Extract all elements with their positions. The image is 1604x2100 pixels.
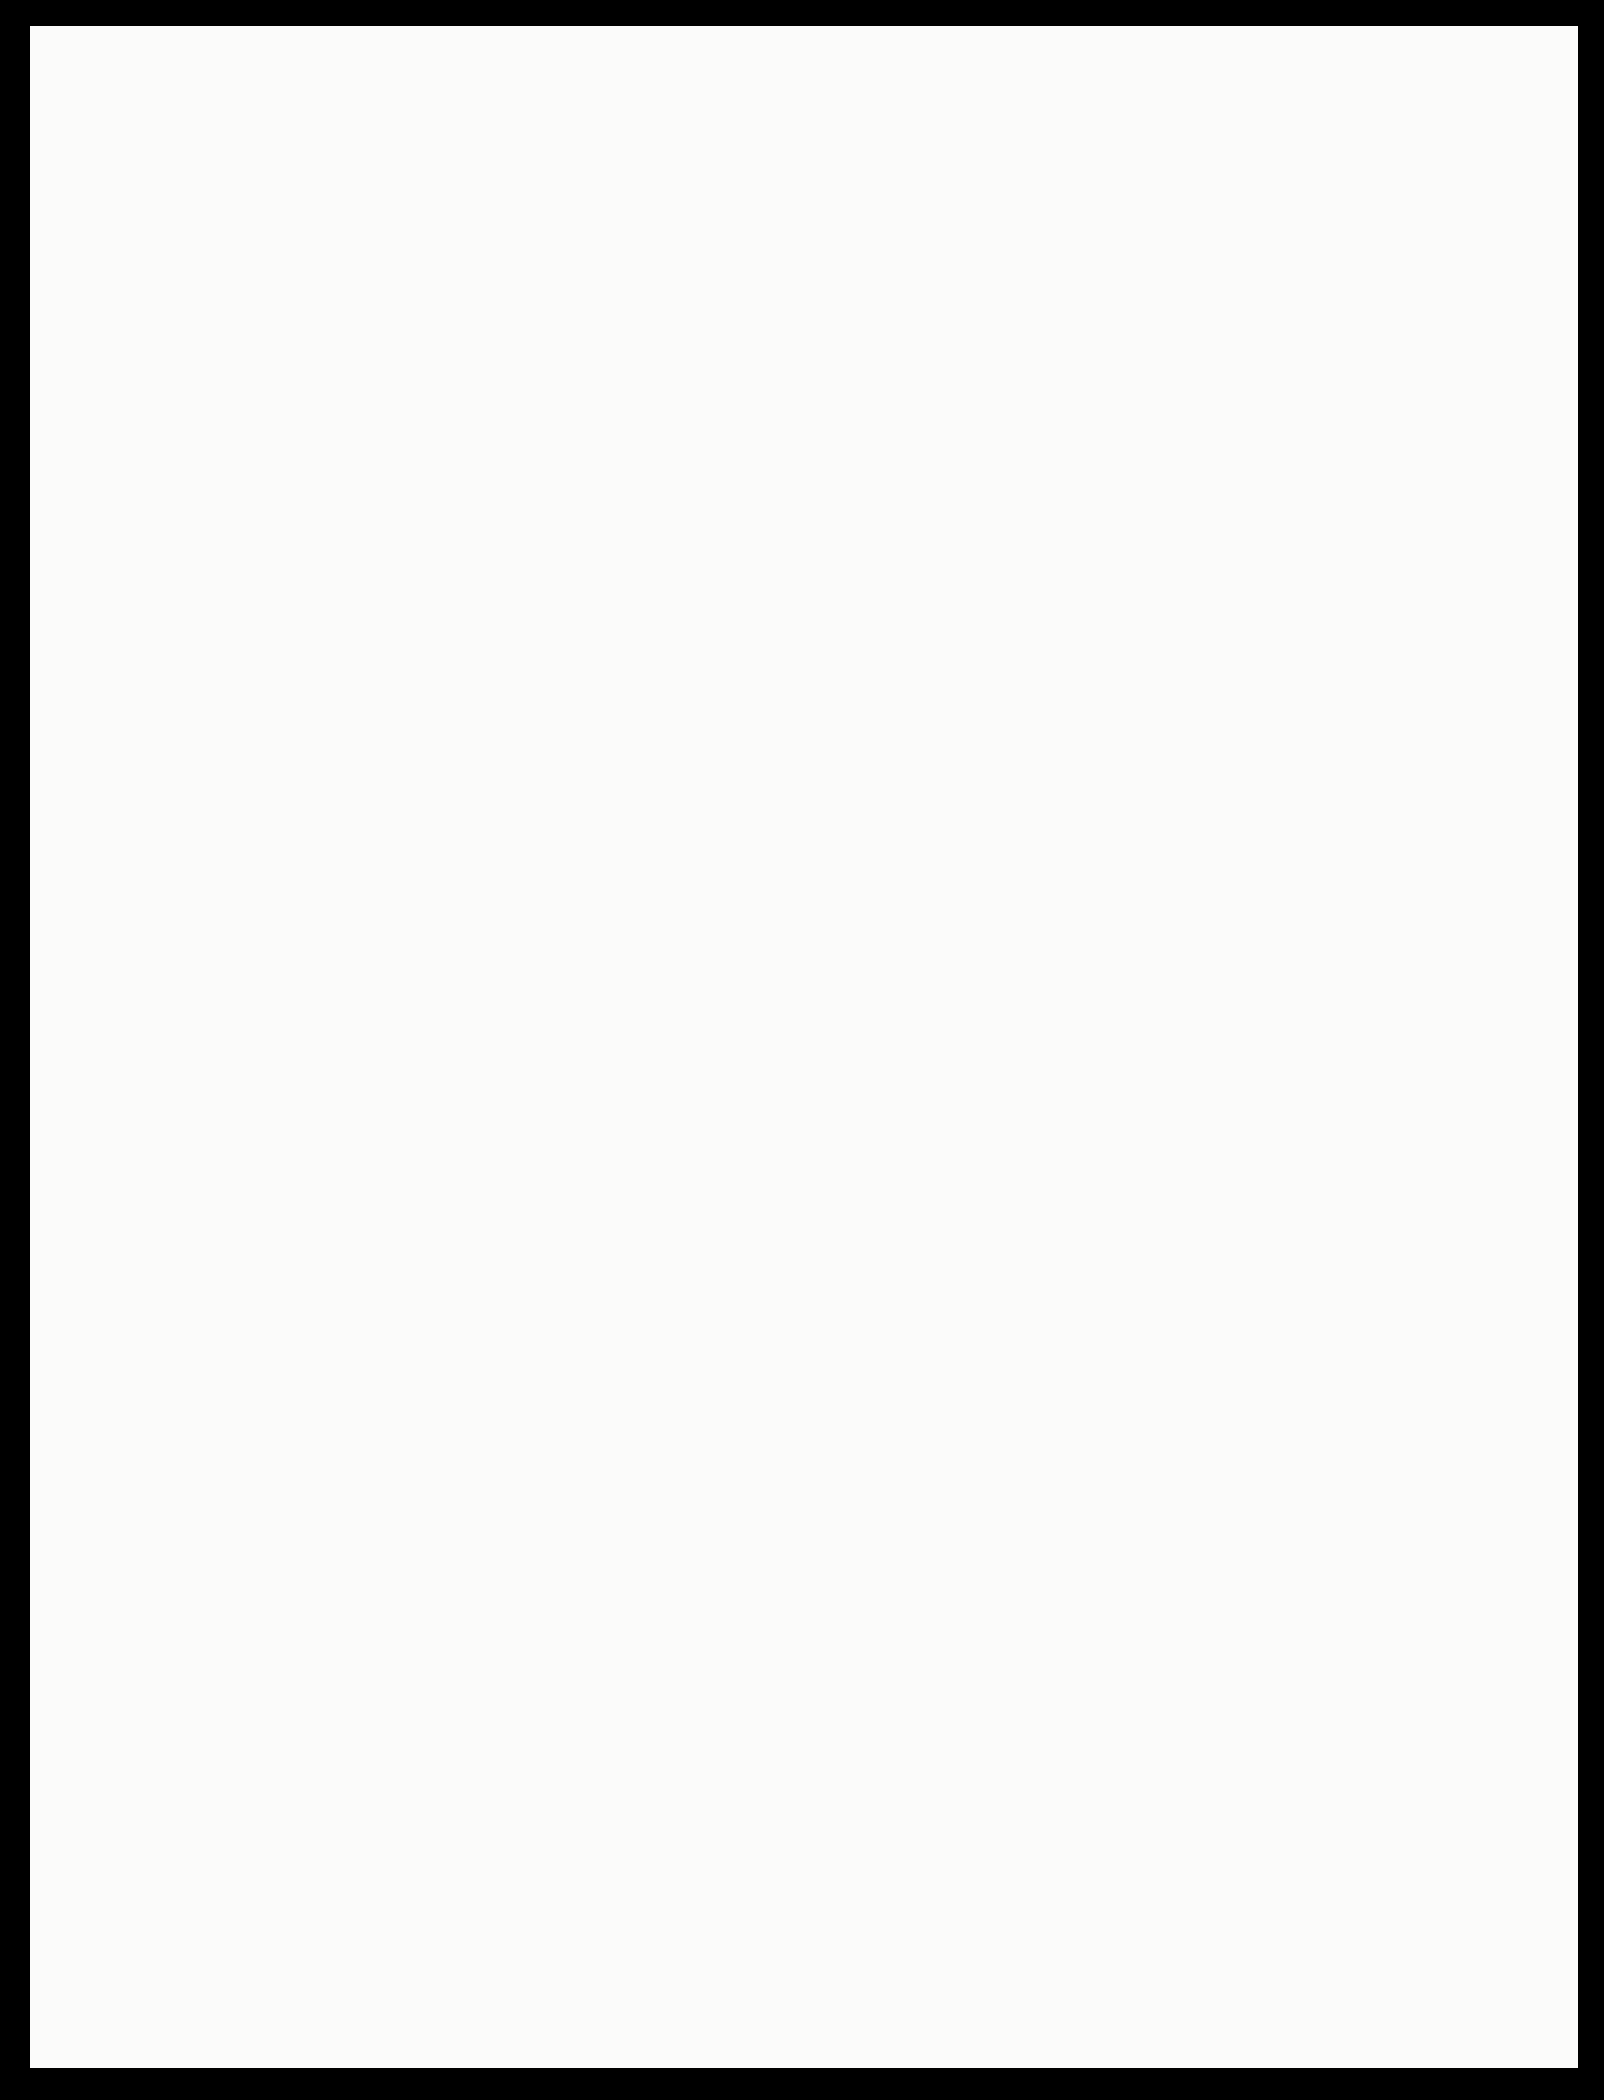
document-page bbox=[30, 26, 1578, 2068]
